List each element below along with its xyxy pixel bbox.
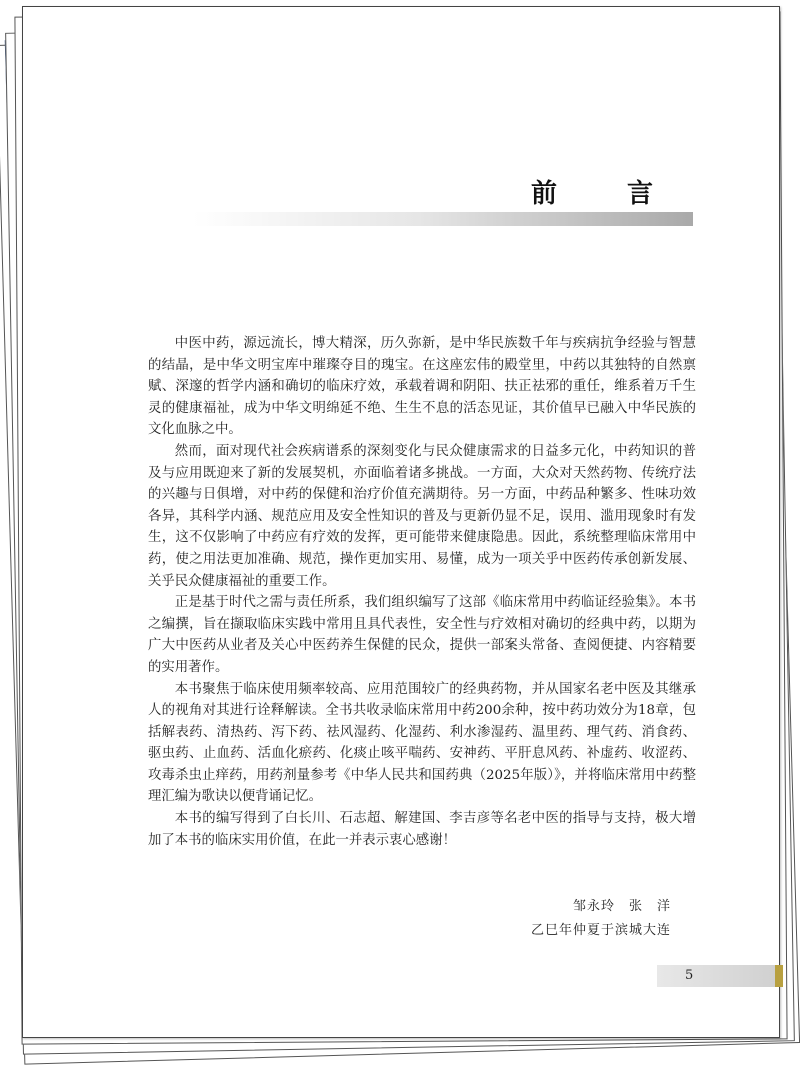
paragraph-3: 正是基于时代之需与责任所系，我们组织编写了这部《临床常用中药临证经验集》。本书之编撰，旨在撷取临床实践中常用且具代表性，安全性与疗效相对确切的经典中药，以期为广大中医药从业者及关心中医药养生保健的民众，提供一部案头常备、查阅便捷、内容精要的实用著作。 (148, 595, 696, 675)
signature-authors: 邹永玲 张 洋 (572, 899, 671, 914)
page-number-accent (775, 965, 783, 987)
signature-date-place: 乙巳年仲夏于滨城大连 (530, 923, 671, 938)
document-page (22, 6, 780, 1038)
paragraph-1: 中医中药，源远流长，博大精深，历久弥新，是中华民族数千年与疾病抗争经验与智慧的结晶，是中华文明宝库中璀璨夺目的瑰宝。在这座宏伟的殿堂里，中药以其独特的自然禀赋、深邃的哲学内涵和确切的临床疗效，承载着调和阴阳、扶正祛邪的重任，维系着万千生灵的健康福祉，成为中华文明绵延不绝、生生不息的活态见证，其价值早已融入中华民族的文化血脉之中。 (148, 336, 696, 438)
page-number-band (657, 965, 781, 987)
paragraph-5: 本书的编写得到了白长川、石志超、解建国、李吉彦等名老中医的指导与支持，极大增加了本书的临床实用价值，在此一并表示衷心感谢！ (148, 811, 696, 848)
preface-body (148, 333, 696, 851)
page-number: 5 (685, 968, 694, 983)
paragraph-4: 本书聚焦于临床使用频率较高、应用范围较广的经典药物，并从国家名老中医及其继承人的视角对其进行诠释解读。全书共收录临床常用中药200余种，按中药功效分为18章，包括解表药、清热药、泻下药、祛风湿药、化湿药、利水渗湿药、温里药、理气药、消食药、驱虫药、止血药、活血化瘀药、化痰止咳平喘药、安神药、平肝息风药、补虚药、收涩药、攻毒杀虫止痒药，用药剂量参考《中华人民共和国药典（2025年版）》，并将临床常用中药整理汇编为歌诀以便背诵记忆。 (148, 681, 696, 805)
title-gradient-bar (193, 212, 693, 226)
page-title: 前 言 (530, 179, 675, 209)
paragraph-2: 然而，面对现代社会疾病谱系的深刻变化与民众健康需求的日益多元化，中药知识的普及与应用既迎来了新的发展契机，亦面临着诸多挑战。一方面，大众对天然药物、传统疗法的兴趣与日俱增，对中药的保健和治疗价值充满期待。另一方面，中药品种繁多、性味功效各异，其科学内涵、规范应用及安全性知识的普及与更新仍显不足，误用、滥用现象时有发生，这不仅影响了中药应有疗效的发挥，更可能带来健康隐患。因此，系统整理临床常用中药，使之用法更加准确、规范，操作更加实用、易懂，成为一项关乎中医药传承创新发展、关乎民众健康福祉的重要工作。 (148, 443, 696, 589)
